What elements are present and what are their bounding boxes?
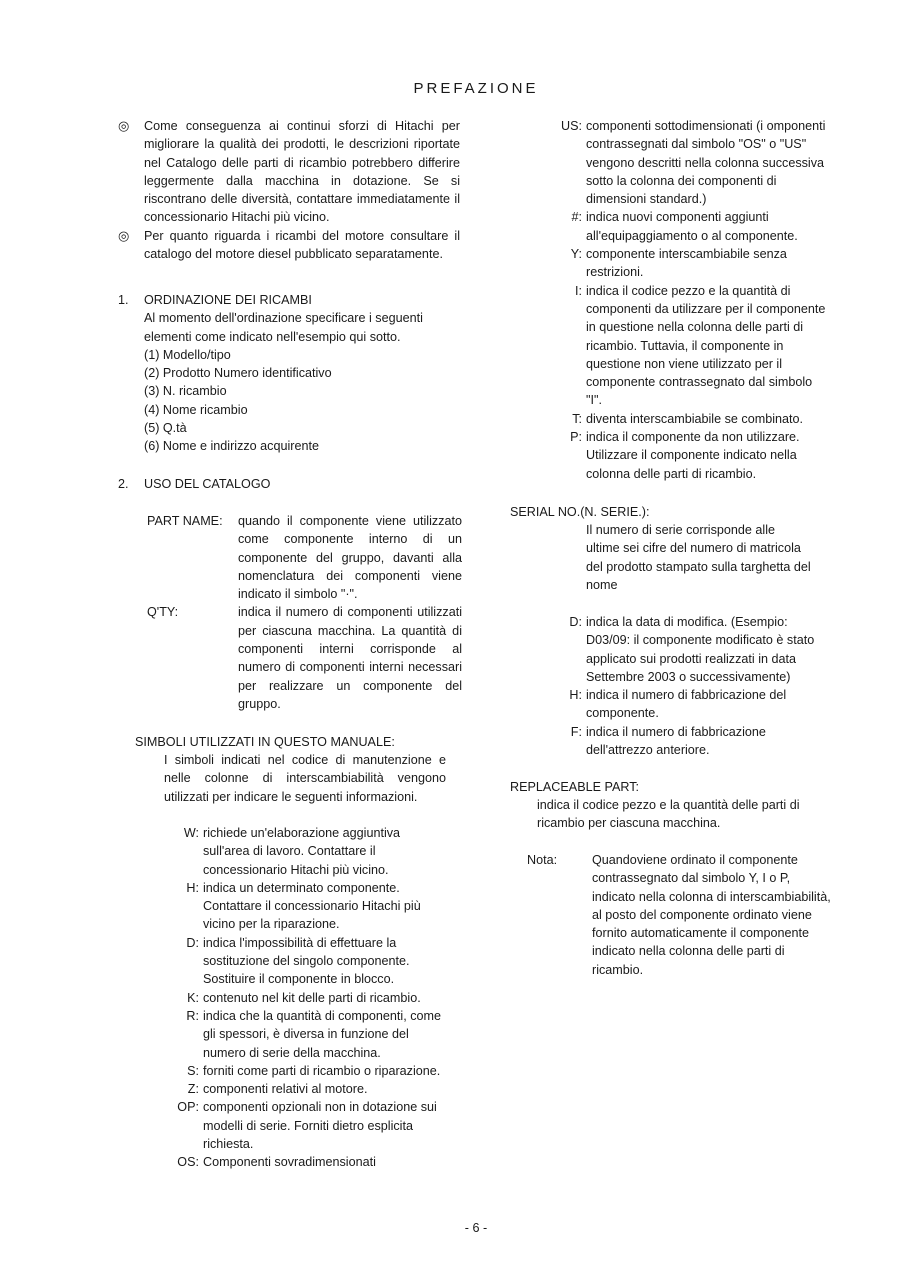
note-text [592,851,848,979]
symbol-definition [168,1007,468,1062]
symbol-line: componenti sottodimensionati (i omponenti [586,119,826,133]
symbol-definition [168,1098,468,1153]
symbol-line: ricambio. Tuttavia, il componente in [586,338,784,353]
serial-definitions [508,613,848,759]
intro-note-text: Per quanto riguarda i ricambi del motore consultare il catalogo del motore diesel pubblicato separatamente. [144,228,460,262]
symbol-definition [168,824,468,879]
definition-text: quando il componente viene utilizzato come componente interno di un componente del gruppo, davanti alla nomenclatura dei componenti viene indicato il simbolo "·". [238,514,462,602]
note-label: Nota: [527,853,558,867]
symbol-key: D: [186,935,199,950]
symbol-line: indica il componente da non utilizzare. [586,430,800,445]
symbol-line: restrizioni. [586,265,644,280]
symbol-definition [508,723,848,760]
definition [147,512,463,603]
symbol-line: indica il numero di fabbricazione [586,724,766,739]
symbol-line: dell'attrezzo anteriore. [586,743,710,758]
note-line: contrassegnato dal simbolo Y, I o P, [592,871,791,886]
catalog-definitions [147,512,463,713]
symbol-line: concessionario Hitachi più vicino. [203,862,389,877]
symbol-line: componente contrassegnato dal simbolo [586,375,813,390]
list-item: (6) Nome e indirizzo acquirente [144,439,319,454]
page-title: PREFAZIONE [413,80,539,97]
intro-notes [118,117,466,263]
symbol-line: componente. [586,706,659,721]
symbol-line: componenti relativi al motore. [203,1082,368,1097]
symbol-line: indica il numero di fabbricazione del [586,688,787,703]
note-line: indicato nella colonna delle parti di [592,944,785,959]
section-number: 1. [118,293,129,307]
note-line: fornito automaticamente il componente [592,926,810,941]
symbol-definition [168,934,468,989]
symbol-line: sotto la colonna dei componenti di [586,173,777,188]
note-line: ricambio. [592,962,644,977]
symbol-line: componenti opzionali non in dotazione sui [203,1100,437,1115]
symbol-key: S: [187,1063,199,1078]
note-line: al posto del componente ordinato viene [592,907,812,922]
symbol-line: Contattare il concessionario Hitachi più [203,899,421,914]
symbol-definition [508,410,848,428]
symbol-definition [508,686,848,723]
symbol-definition [168,989,468,1007]
replaceable-line: ricambio per ciascuna macchina. [537,816,721,831]
note-line: indicato nella colonna di interscambiabilità, [592,889,831,904]
list-item: (1) Modello/tipo [144,347,231,362]
section-heading: ORDINAZIONE DEI RICAMBI [144,293,312,307]
symbol-line: colonna delle parti di ricambio. [586,466,757,481]
symbol-key: D: [569,615,582,629]
symbol-definition [508,208,848,245]
symbol-definition [508,613,848,686]
symbol-key: Y: [570,247,582,262]
symbol-line: componenti da utilizzare per il componente [586,301,826,316]
symbol-line: richiede un'elaborazione aggiuntiva [203,826,401,840]
symbol-line: Sostituire il componente in blocco. [203,972,395,987]
symbol-line: indica un determinato componente. [203,880,400,895]
symbol-line: diventa interscambiabile se combinato. [586,411,804,426]
symbol-definition [168,879,468,934]
symbol-key: R: [186,1008,199,1023]
symbol-key: W: [183,826,199,840]
symbol-line: in questione nella colonna delle parti di [586,320,804,335]
symbol-definition [168,1062,468,1080]
symbol-line: vicino per la riparazione. [203,917,340,932]
symbol-line: richiesta. [203,1137,254,1152]
symbol-key: H: [186,880,199,895]
symbol-key: F: [570,724,582,739]
symbol-key: K: [187,990,199,1005]
section-intro: Al momento dell'ordinazione specificare i seguenti elementi come indicato nell'esempio qui sotto. [144,311,423,344]
symbol-definition [168,1153,468,1171]
section-catalog-use [118,475,466,493]
section-number: 2. [118,477,129,491]
symbols-intro: I simboli indicati nel codice di manutenzione e nelle colonne di interscambiabilità vengono utilizzati per indicare le seguenti informazioni. [164,753,446,804]
symbol-line: Componenti sovradimensionati [203,1155,376,1170]
symbol-definition [168,1080,468,1098]
symbol-line: indica nuovi componenti aggiunti [586,210,769,225]
symbol-line: Utilizzare il componente indicato nella [586,448,797,463]
intro-note [118,117,466,227]
symbols-list-right [508,117,848,483]
symbol-line: contrassegnati dal simbolo "OS" o "US" [586,137,807,152]
symbol-line: sostituzione del singolo componente. [203,954,410,969]
note-line: Quandoviene ordinato il componente [592,853,798,867]
symbol-definition [508,282,848,410]
symbol-key: I: [575,283,582,298]
serial-line: del prodotto stampato sulla targhetta del [586,559,811,574]
serial-heading: SERIAL NO.(N. SERIE.): [510,505,650,519]
symbols-list-left [168,824,468,1172]
symbol-line: vengono descritti nella colonna successiva [586,155,825,170]
serial-line: nome [586,577,618,592]
replaceable-description [537,796,847,833]
page-number: - 6 - [464,1221,488,1235]
symbol-key: P: [570,430,582,445]
symbol-line: indica che la quantità di componenti, come [203,1008,442,1023]
symbols-heading: SIMBOLI UTILIZZATI IN QUESTO MANUALE: [135,735,395,749]
symbol-definition [508,245,848,282]
symbol-line: questione non viene utilizzato per il [586,356,783,371]
definition-term: PART NAME: [147,514,223,528]
symbol-line: numero di serie della macchina. [203,1045,381,1060]
symbol-line: sull'area di lavoro. Contattare il [203,844,376,859]
symbol-line: componente interscambiabile senza [586,247,787,262]
list-item: (5) Q.tà [144,421,187,436]
definition-term: Q'TY: [147,605,179,620]
symbol-definition [508,117,848,208]
symbol-line: D03/09: il componente modificato è stato [586,633,815,648]
symbol-key: #: [571,210,582,225]
replaceable-line: indica il codice pezzo e la quantità delle parti di [537,798,800,812]
definition [147,603,463,713]
symbol-line: forniti come parti di ricambio o riparazione. [203,1063,441,1078]
symbol-line: gli spessori, è diversa in funzione del [203,1027,409,1042]
symbol-line: modelli di serie. Forniti dietro esplicita [203,1118,413,1133]
serial-line: Il numero di serie corrisponde alle [586,523,775,537]
symbol-line: indica l'impossibilità di effettuare la [203,935,397,950]
list-item: (2) Prodotto Numero identificativo [144,366,332,381]
symbol-key: H: [569,688,582,703]
symbol-line: dimensioni standard.) [586,192,707,207]
symbol-key: US: [561,119,582,133]
double-circle-icon: ◎ [118,118,130,133]
symbol-key: OS: [177,1155,199,1170]
symbol-key: Z: [187,1082,199,1097]
symbol-line: "I". [586,393,602,408]
symbol-line: indica il codice pezzo e la quantità di [586,283,791,298]
section-heading: USO DEL CATALOGO [144,477,271,491]
serial-description [586,521,846,594]
list-item: (3) N. ricambio [144,384,227,399]
symbol-line: applicato sui prodotti realizzati in data [586,651,797,666]
intro-note [118,227,466,264]
symbol-line: indica la data di modifica. (Esempio: [586,615,788,629]
symbol-key: OP: [177,1100,199,1115]
symbol-line: contenuto nel kit delle parti di ricambio. [203,990,421,1005]
intro-note-text: Come conseguenza ai continui sforzi di Hitachi per migliorare la qualità dei prodotti, le descrizioni riportate nel Catalogo delle parti di ricambio potrebbero differire leggermente dalla macchina in dotazione. Se si riscontrano delle diversità, contattare immediatamente il concessionario Hitachi più vicino. [144,119,460,225]
symbol-line: all'equipaggiamento o al componente. [586,228,798,243]
section-ordering [118,291,466,456]
serial-line: ultime sei cifre del numero di matricola [586,541,801,556]
symbol-key: T: [572,411,582,426]
symbol-line: Settembre 2003 o successivamente) [586,669,791,684]
definition-text: indica il numero di componenti utilizzati per ciascuna macchina. La quantità di componenti interni corrisponde al numero di componenti interni necessari per realizzare un componente del gruppo. [238,605,462,711]
list-item: (4) Nome ricambio [144,402,248,417]
double-circle-icon: ◎ [118,227,130,243]
replaceable-heading: REPLACEABLE PART: [510,780,640,794]
symbol-definition [508,428,848,483]
ordering-items [144,346,466,456]
